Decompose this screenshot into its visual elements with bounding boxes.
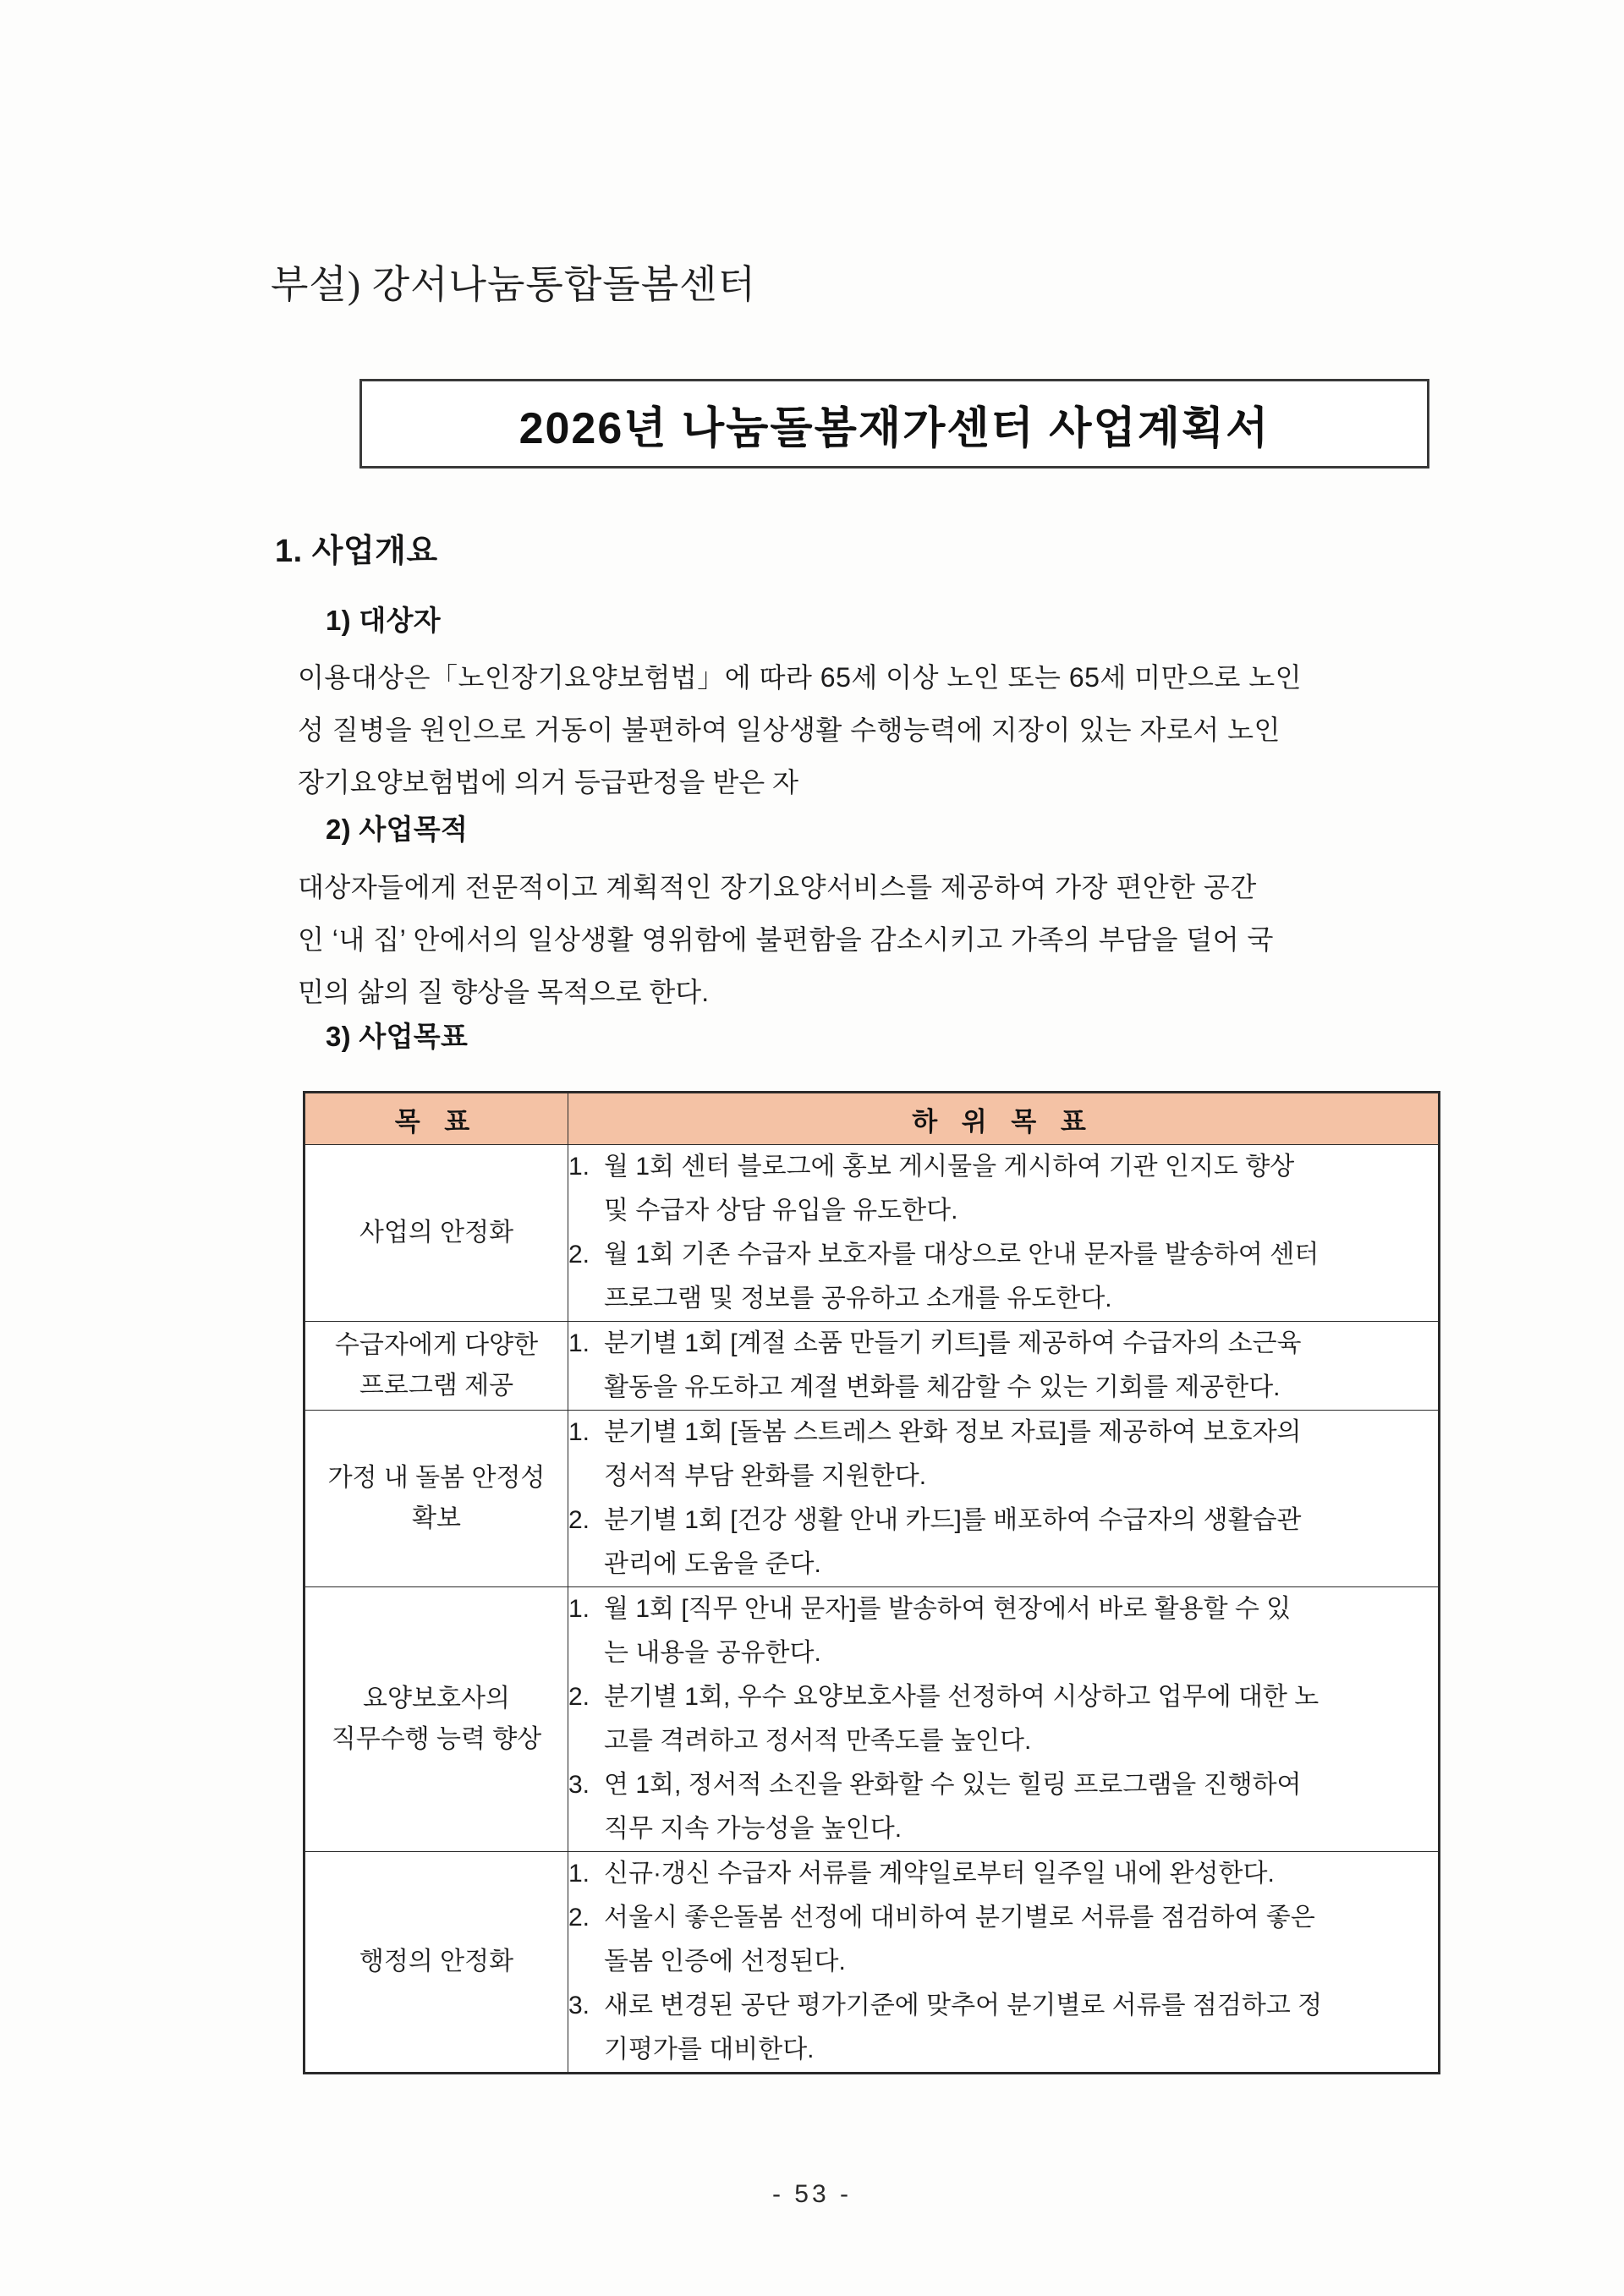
subgoal-text-line: 분기별 1회 [돌봄 스트레스 완화 정보 자료]를 제공하여 보호자의 xyxy=(604,1418,1302,1446)
subgoal-text-line: 돌봄 인증에 선정된다. xyxy=(604,1948,846,1975)
subgoal-text-line: 관리에 도움을 준다. xyxy=(604,1550,821,1578)
subgoal-text-line: 직무 지속 가능성을 높인다. xyxy=(604,1815,903,1843)
goal-cell xyxy=(304,1411,568,1587)
goal-label-line: 확보 xyxy=(412,1504,461,1532)
subgoal-text-line: 는 내용을 공유한다. xyxy=(604,1639,821,1667)
subgoal-text xyxy=(604,1675,1438,1763)
table-header xyxy=(304,1093,1440,1145)
goal-cell xyxy=(304,1852,568,2074)
subgoal-text-line: 분기별 1회, 우수 요양보호사를 선정하여 시상하고 업무에 대한 노 xyxy=(604,1683,1320,1711)
goal-cell xyxy=(304,1587,568,1852)
subgoal-item xyxy=(568,1411,1438,1499)
paragraph-target xyxy=(298,651,1441,808)
table-row xyxy=(304,1587,1440,1852)
subgoal-item xyxy=(568,1587,1438,1675)
subgoal-text xyxy=(604,1587,1438,1675)
paragraph-purpose-line-2: 인 ‘내 집’ 안에서의 일상생활 영위함에 불편함을 감소시키고 가족의 부담을 덜어 국 xyxy=(298,924,1274,955)
subgoal-text-line: 프로그램 및 정보를 공유하고 소개를 유도한다. xyxy=(604,1285,1112,1312)
subgoal-cell xyxy=(568,1411,1440,1587)
subgoal-text-line: 정서적 부담 완화를 지원한다. xyxy=(604,1462,927,1490)
goal-label-line: 가정 내 돌봄 안정성 xyxy=(327,1464,546,1492)
subgoal-number: 1. xyxy=(568,1418,590,1446)
paragraph-purpose-line-1: 대상자들에게 전문적이고 계획적인 장기요양서비스를 제공하여 가장 편안한 공간 xyxy=(298,872,1257,902)
paragraph-target-line-2: 성 질병을 원인으로 거동이 불편하여 일상생활 수행능력에 지장이 있는 자로서 노인 xyxy=(298,715,1281,745)
subgoal-item xyxy=(568,1984,1438,2072)
subgoal-text-line: 신규·갱신 수급자 서류를 계약일로부터 일주일 내에 완성한다. xyxy=(604,1860,1275,1888)
table-header-row xyxy=(304,1093,1440,1145)
subgoal-cell xyxy=(568,1852,1440,2074)
subgoal-number: 2. xyxy=(568,1506,590,1534)
goal-label-line: 수급자에게 다양한 xyxy=(334,1331,539,1359)
page-title: 2026년 나눔돌봄재가센터 사업계획서 xyxy=(518,403,1270,453)
subgoal-item xyxy=(568,1322,1438,1410)
subgoal-cell xyxy=(568,1145,1440,1322)
subgoal-text-line: 및 수급자 상담 유입을 유도한다. xyxy=(604,1197,958,1225)
subgoal-text xyxy=(604,1322,1438,1410)
document-title-box xyxy=(359,379,1429,469)
subgoal-text xyxy=(604,1763,1438,1851)
page-number-footer: - 53 - xyxy=(771,2180,853,2208)
column-header-goal: 목 표 xyxy=(304,1093,568,1145)
subgoal-text xyxy=(604,1499,1438,1586)
subgoal-text xyxy=(604,1145,1438,1233)
goal-cell xyxy=(304,1322,568,1411)
table-row xyxy=(304,1852,1440,2074)
subgoal-item xyxy=(568,1852,1438,1896)
subgoal-number: 1. xyxy=(568,1329,590,1357)
table-row xyxy=(304,1145,1440,1322)
subgoal-text xyxy=(604,1411,1438,1499)
subgoal-item xyxy=(568,1499,1438,1586)
subgoal-number: 2. xyxy=(568,1904,590,1932)
subgoal-item xyxy=(568,1233,1438,1321)
subgoal-number: 2. xyxy=(568,1683,590,1711)
goal-label-line: 직무수행 능력 향상 xyxy=(331,1725,542,1753)
table-row xyxy=(304,1322,1440,1411)
column-header-subgoal: 하 위 목 표 xyxy=(568,1093,1440,1145)
paragraph-target-line-1: 이용대상은「노인장기요양보험법」에 따라 65세 이상 노인 또는 65세 미만으로 노인 xyxy=(298,662,1303,693)
subgoal-text-line: 고를 격려하고 정서적 만족도를 높인다. xyxy=(604,1727,1032,1755)
subgoal-text xyxy=(604,1852,1438,1896)
subsection-heading-purpose: 2) 사업목적 xyxy=(326,814,469,845)
organization-line: 부설) 강서나눔통합돌봄센터 xyxy=(271,263,757,306)
table-row xyxy=(304,1411,1440,1587)
subgoal-item xyxy=(568,1763,1438,1851)
subgoal-item xyxy=(568,1675,1438,1763)
table-body xyxy=(304,1145,1440,2074)
subgoal-number: 2. xyxy=(568,1241,590,1269)
subsection-heading-goals: 3) 사업목표 xyxy=(326,1021,469,1052)
subgoal-text xyxy=(604,1896,1438,1984)
subgoal-text-line: 월 1회 센터 블로그에 홍보 게시물을 게시하여 기관 인지도 향상 xyxy=(604,1153,1295,1181)
goal-label-line: 프로그램 제공 xyxy=(359,1372,514,1400)
subgoal-text-line: 기평가를 대비한다. xyxy=(604,2036,815,2063)
business-goal-table xyxy=(303,1091,1440,2074)
subgoal-number: 1. xyxy=(568,1595,590,1623)
subgoal-number: 1. xyxy=(568,1153,590,1181)
subgoal-text-line: 새로 변경된 공단 평가기준에 맞추어 분기별로 서류를 점검하고 정 xyxy=(604,1992,1323,2019)
subgoal-text xyxy=(604,1984,1438,2072)
section-heading-overview: 1. 사업개요 xyxy=(275,534,438,569)
subgoal-text-line: 분기별 1회 [계절 소품 만들기 키트]를 제공하여 수급자의 소근육 xyxy=(604,1329,1302,1357)
goal-label-line: 사업의 안정화 xyxy=(359,1219,514,1247)
subgoal-text-line: 활동을 유도하고 계절 변화를 체감할 수 있는 기회를 제공한다. xyxy=(604,1373,1281,1401)
subgoal-text-line: 분기별 1회 [건강 생활 안내 카드]를 배포하여 수급자의 생활습관 xyxy=(604,1506,1302,1534)
subsection-heading-target: 1) 대상자 xyxy=(326,605,441,636)
goal-cell xyxy=(304,1145,568,1322)
paragraph-target-line-3: 장기요양보험법에 의거 등급판정을 받은 자 xyxy=(298,767,798,797)
paragraph-purpose xyxy=(298,861,1441,1018)
goal-label-line: 행정의 안정화 xyxy=(359,1948,514,1975)
subgoal-text xyxy=(604,1233,1438,1321)
subgoal-cell xyxy=(568,1587,1440,1852)
subgoal-text-line: 연 1회, 정서적 소진을 완화할 수 있는 힐링 프로그램을 진행하여 xyxy=(604,1771,1302,1799)
subgoal-number: 3. xyxy=(568,1992,590,2019)
subgoal-text-line: 서울시 좋은돌봄 선정에 대비하여 분기별로 서류를 점검하여 좋은 xyxy=(604,1904,1315,1932)
goal-label-line: 요양보호사의 xyxy=(363,1685,510,1712)
subgoal-text-line: 월 1회 [직무 안내 문자]를 발송하여 현장에서 바로 활용할 수 있 xyxy=(604,1595,1292,1623)
subgoal-cell xyxy=(568,1322,1440,1411)
subgoal-number: 1. xyxy=(568,1860,590,1888)
paragraph-purpose-line-3: 민의 삶의 질 향상을 목적으로 한다. xyxy=(298,977,710,1007)
subgoal-item xyxy=(568,1145,1438,1233)
subgoal-text-line: 월 1회 기존 수급자 보호자를 대상으로 안내 문자를 발송하여 센터 xyxy=(604,1241,1320,1269)
subgoal-item xyxy=(568,1896,1438,1984)
subgoal-number: 3. xyxy=(568,1771,590,1799)
